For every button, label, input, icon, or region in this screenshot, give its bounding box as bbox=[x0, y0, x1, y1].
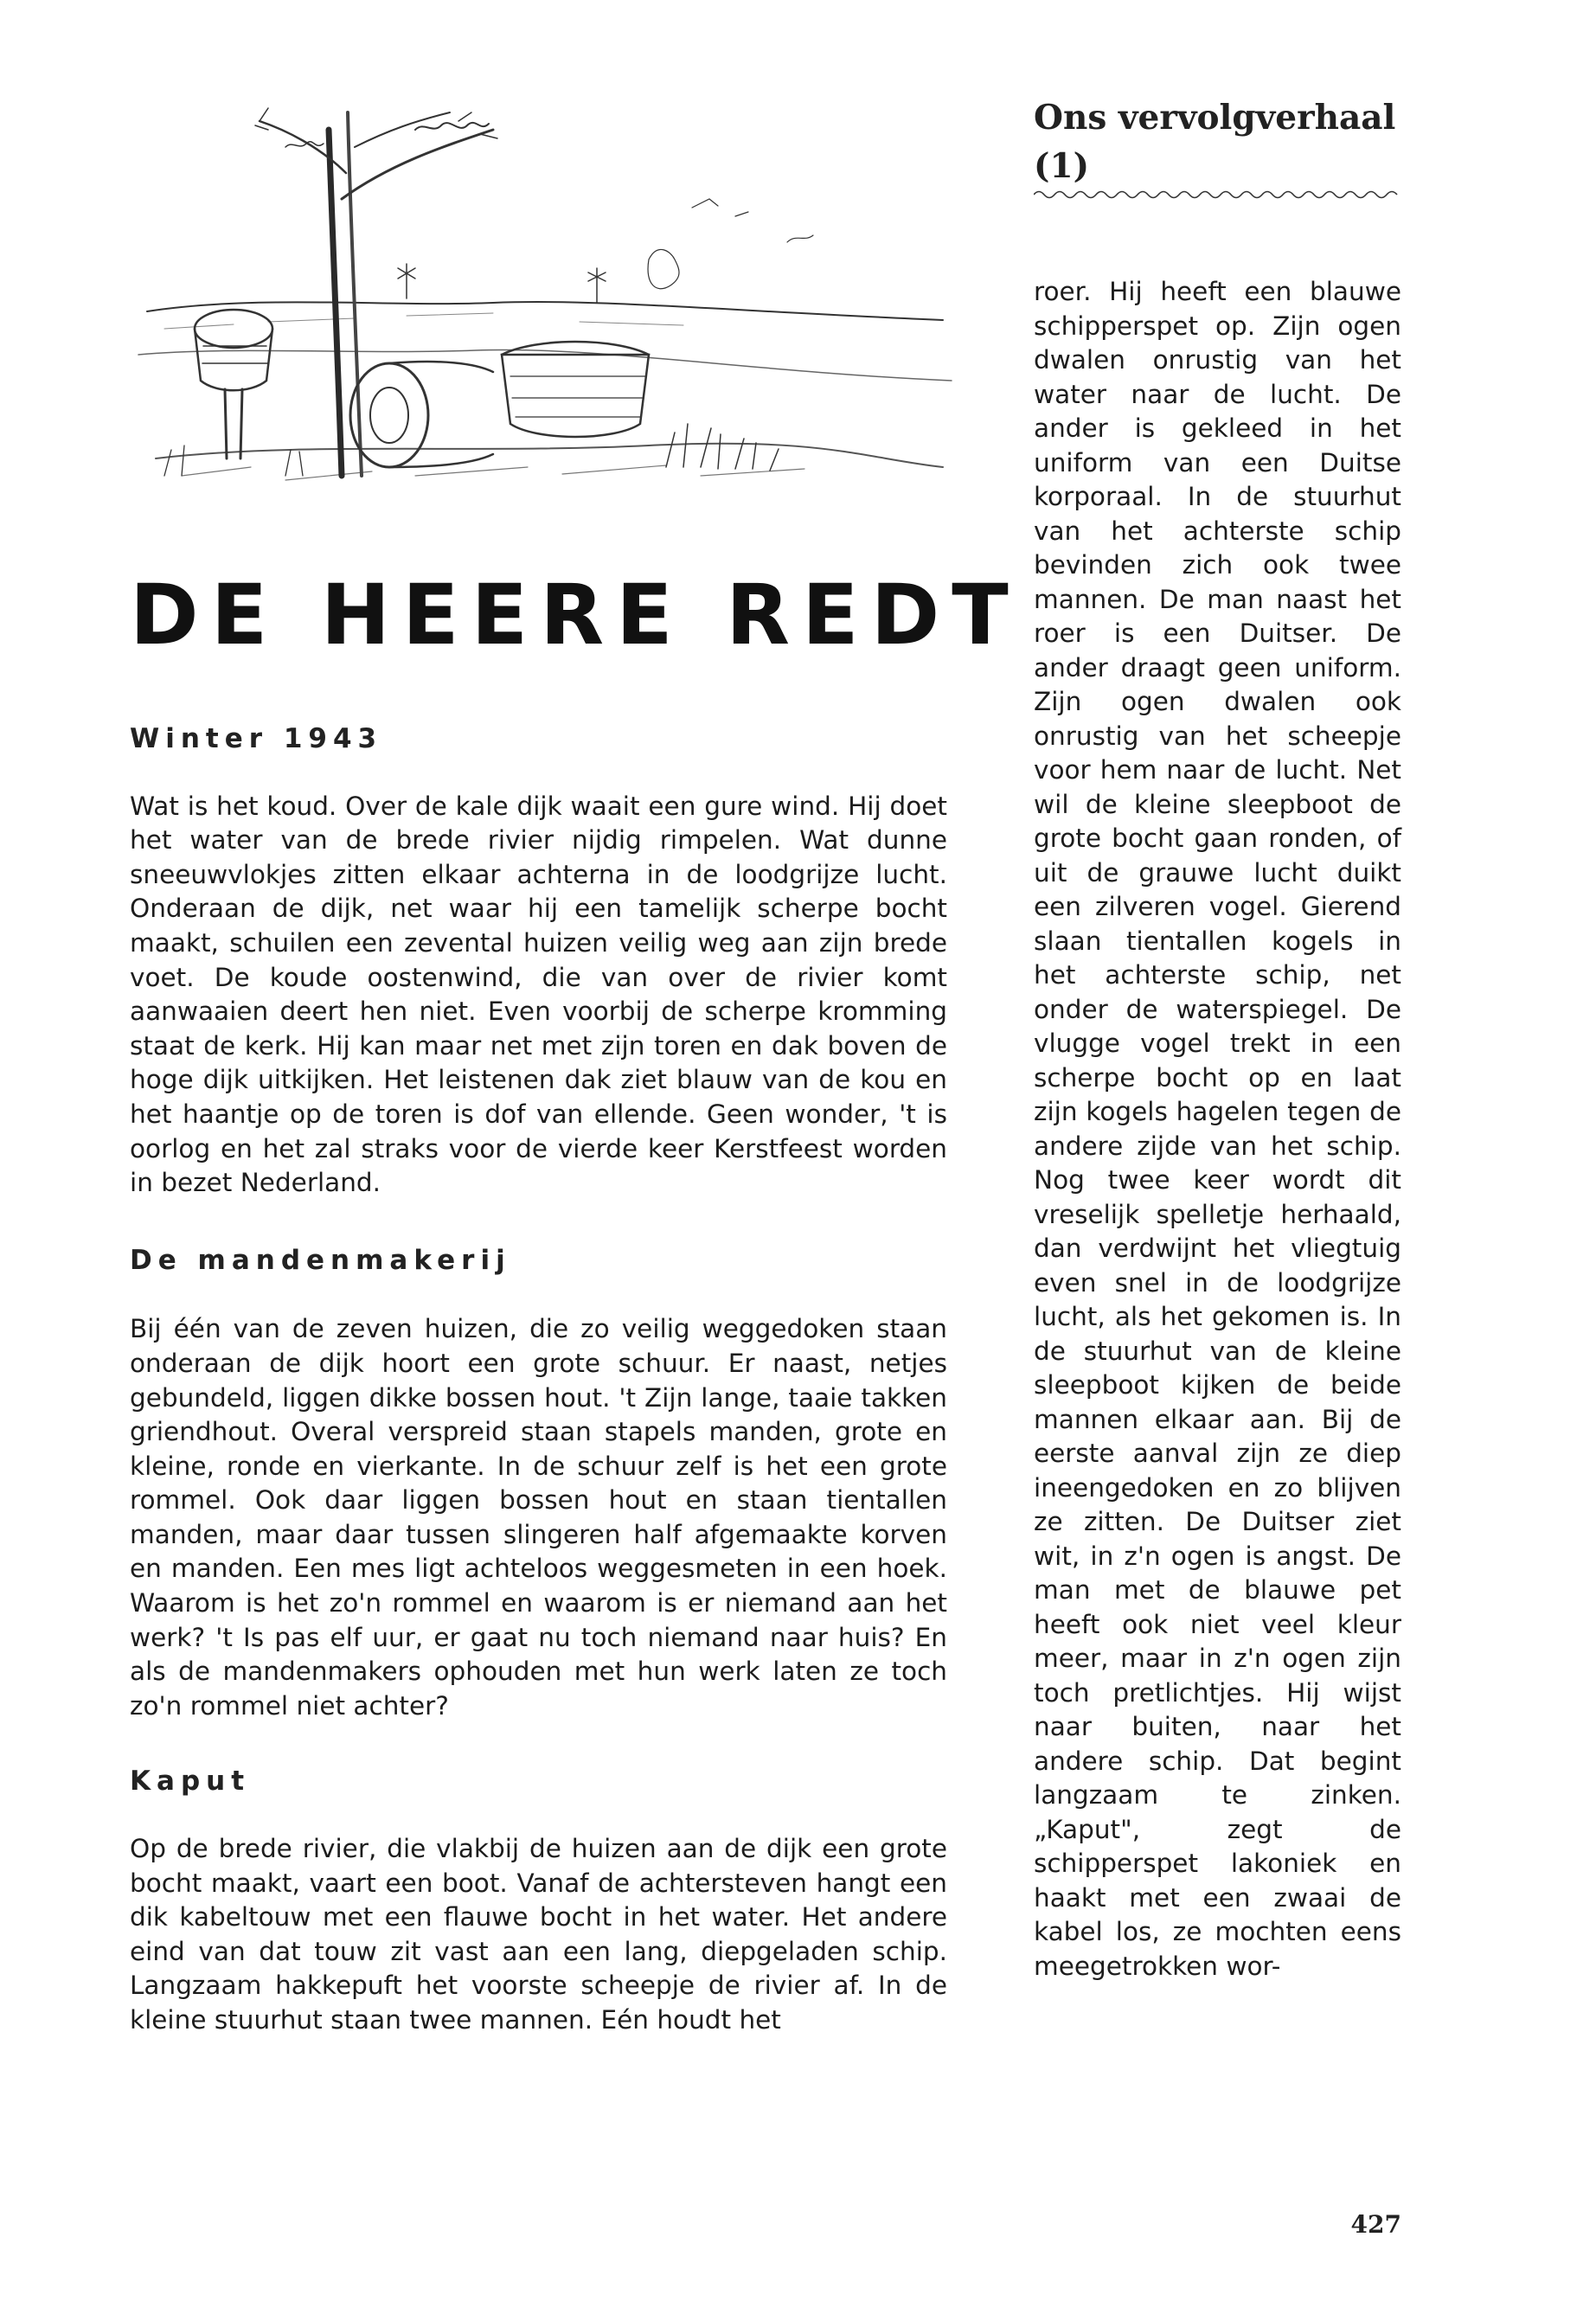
page-number: 427 bbox=[1350, 2210, 1401, 2239]
serial-title: Ons vervolgverhaal (1) bbox=[1034, 98, 1396, 186]
paragraph-continued: roer. Hij heeft een blauwe schipperspet op. Zijn ogen dwalen onrustig van het water naar de lucht. De ander is gekleed in het uniform van een Duitse korporaal. In de stuurhut van het achterste schip bevinden zich ook twee mannen. De man naast het roer is een Duitser. De ander draagt geen uniform. Zijn ogen dwalen ook onrustig van het scheepje voor hem naar de lucht. Net wil de kleine sleepboot de grote bocht gaan ronden, of uit de grauwe lucht duikt een zilveren vogel. Gierend slaan tientallen kogels in het achterste schip, net onder de waterspiegel. De vlugge vogel trekt in een scherpe bocht op en laat zijn kogels hagelen tegen de andere zijde van het schip. Nog twee keer wordt dit vreselijk spelletje herhaald, dan verdwijnt het vliegtuig even snel in de loodgrijze lucht, als het gekomen is. In de stuurhut van de kleine sleepboot kijken de beide mannen elkaar aan. Bij de eerste aanval zijn ze diep ineengedoken en zo blijven ze zitten. De Duitser ziet wit, in z'n ogen is angst. De man met de blauwe pet heeft ook niet veel kleur meer, maar in z'n ogen zijn toch pretlichtjes. Hij wijst naar buiten, naar het andere schip. Dat begint langzaam te zinken. „Kaput", zegt de schipperspet lakoniek en haakt met een zwaai de kabel los, ze mochten eens meegetrokken wor- bbox=[1034, 277, 1401, 1981]
story-title: DE HEERE REDT bbox=[130, 567, 1021, 663]
wavy-rule bbox=[1034, 189, 1401, 201]
paragraph-intro: Wat is het koud. Over de kale dijk waait een gure wind. Hij doet het water van de brede rivier nijdig rimpelen. Wat dunne sneeuwvlokjes zitten elkaar achterna in de loodgrijze lucht. Onderaan de dijk, net waar hij een tamelijk scherpe bocht maakt, schuilen een zevental huizen veilig weg aan zijn brede voet. De koude oostenwind, die van over de rivier komt aanwaaien deert hen niet. Even voorbij de scherpe kromming staat de kerk. Hij kan maar net met zijn toren en dak boven de hoge dijk uitkijken. Het leistenen dak ziet blauw van de kou en het haantje op de toren is dof van ellende. Geen wonder, 't is oorlog en het zal straks voor de vierde keer Kerstfeest worden in bezet Nederland. bbox=[130, 791, 947, 1198]
story-column-right bbox=[1034, 275, 1401, 1984]
section-heading-kaput: Kaput bbox=[130, 1766, 251, 1798]
section-heading-winter: Winter 1943 bbox=[130, 723, 383, 754]
paragraph-mandenmakerij: Bij één van de zeven huizen, die zo veilig weggedoken staan onderaan de dijk hoort een grote schuur. Er naast, netjes gebundeld, liggen dikke bossen hout. 't Zijn lange, taaie takken griendhout. Overal verspreid staan stapels manden, grote en kleine, ronde en vierkante. In de schuur zelf is het een grote rommel. Ook daar liggen bossen hout en staan tientallen manden, maar daar tussen slingeren half afgemaakte korven en manden. Een mes ligt achteloos weggesmeten in een hoek. Waarom is het zo'n rommel en waarom is er niemand aan het werk? 't Is pas elf uur, er gaat nu toch niemand naar huis? En als de mandenmakers ophouden met hun werk laten ze toch zo'n rommel niet achter? bbox=[130, 1314, 947, 1721]
story-column-left bbox=[130, 722, 947, 2038]
riverbank-sketch-illustration bbox=[130, 95, 960, 519]
paragraph-kaput: Op de brede rivier, die vlakbij de huizen aan de dijk een grote bocht maakt, vaart een boot. Vanaf de achtersteven hangt een dik kabeltouw met een flauwe bocht in het water. Het andere eind van dat touw zit vast aan een lang, diepgeladen schip. Langzaam hakkepuft het voorste scheepje de rivier af. In de kleine stuurhut staan twee mannen. Eén houdt het bbox=[130, 1834, 947, 2035]
section-heading-mandenmakerij: De mandenmakerij bbox=[130, 1244, 511, 1276]
